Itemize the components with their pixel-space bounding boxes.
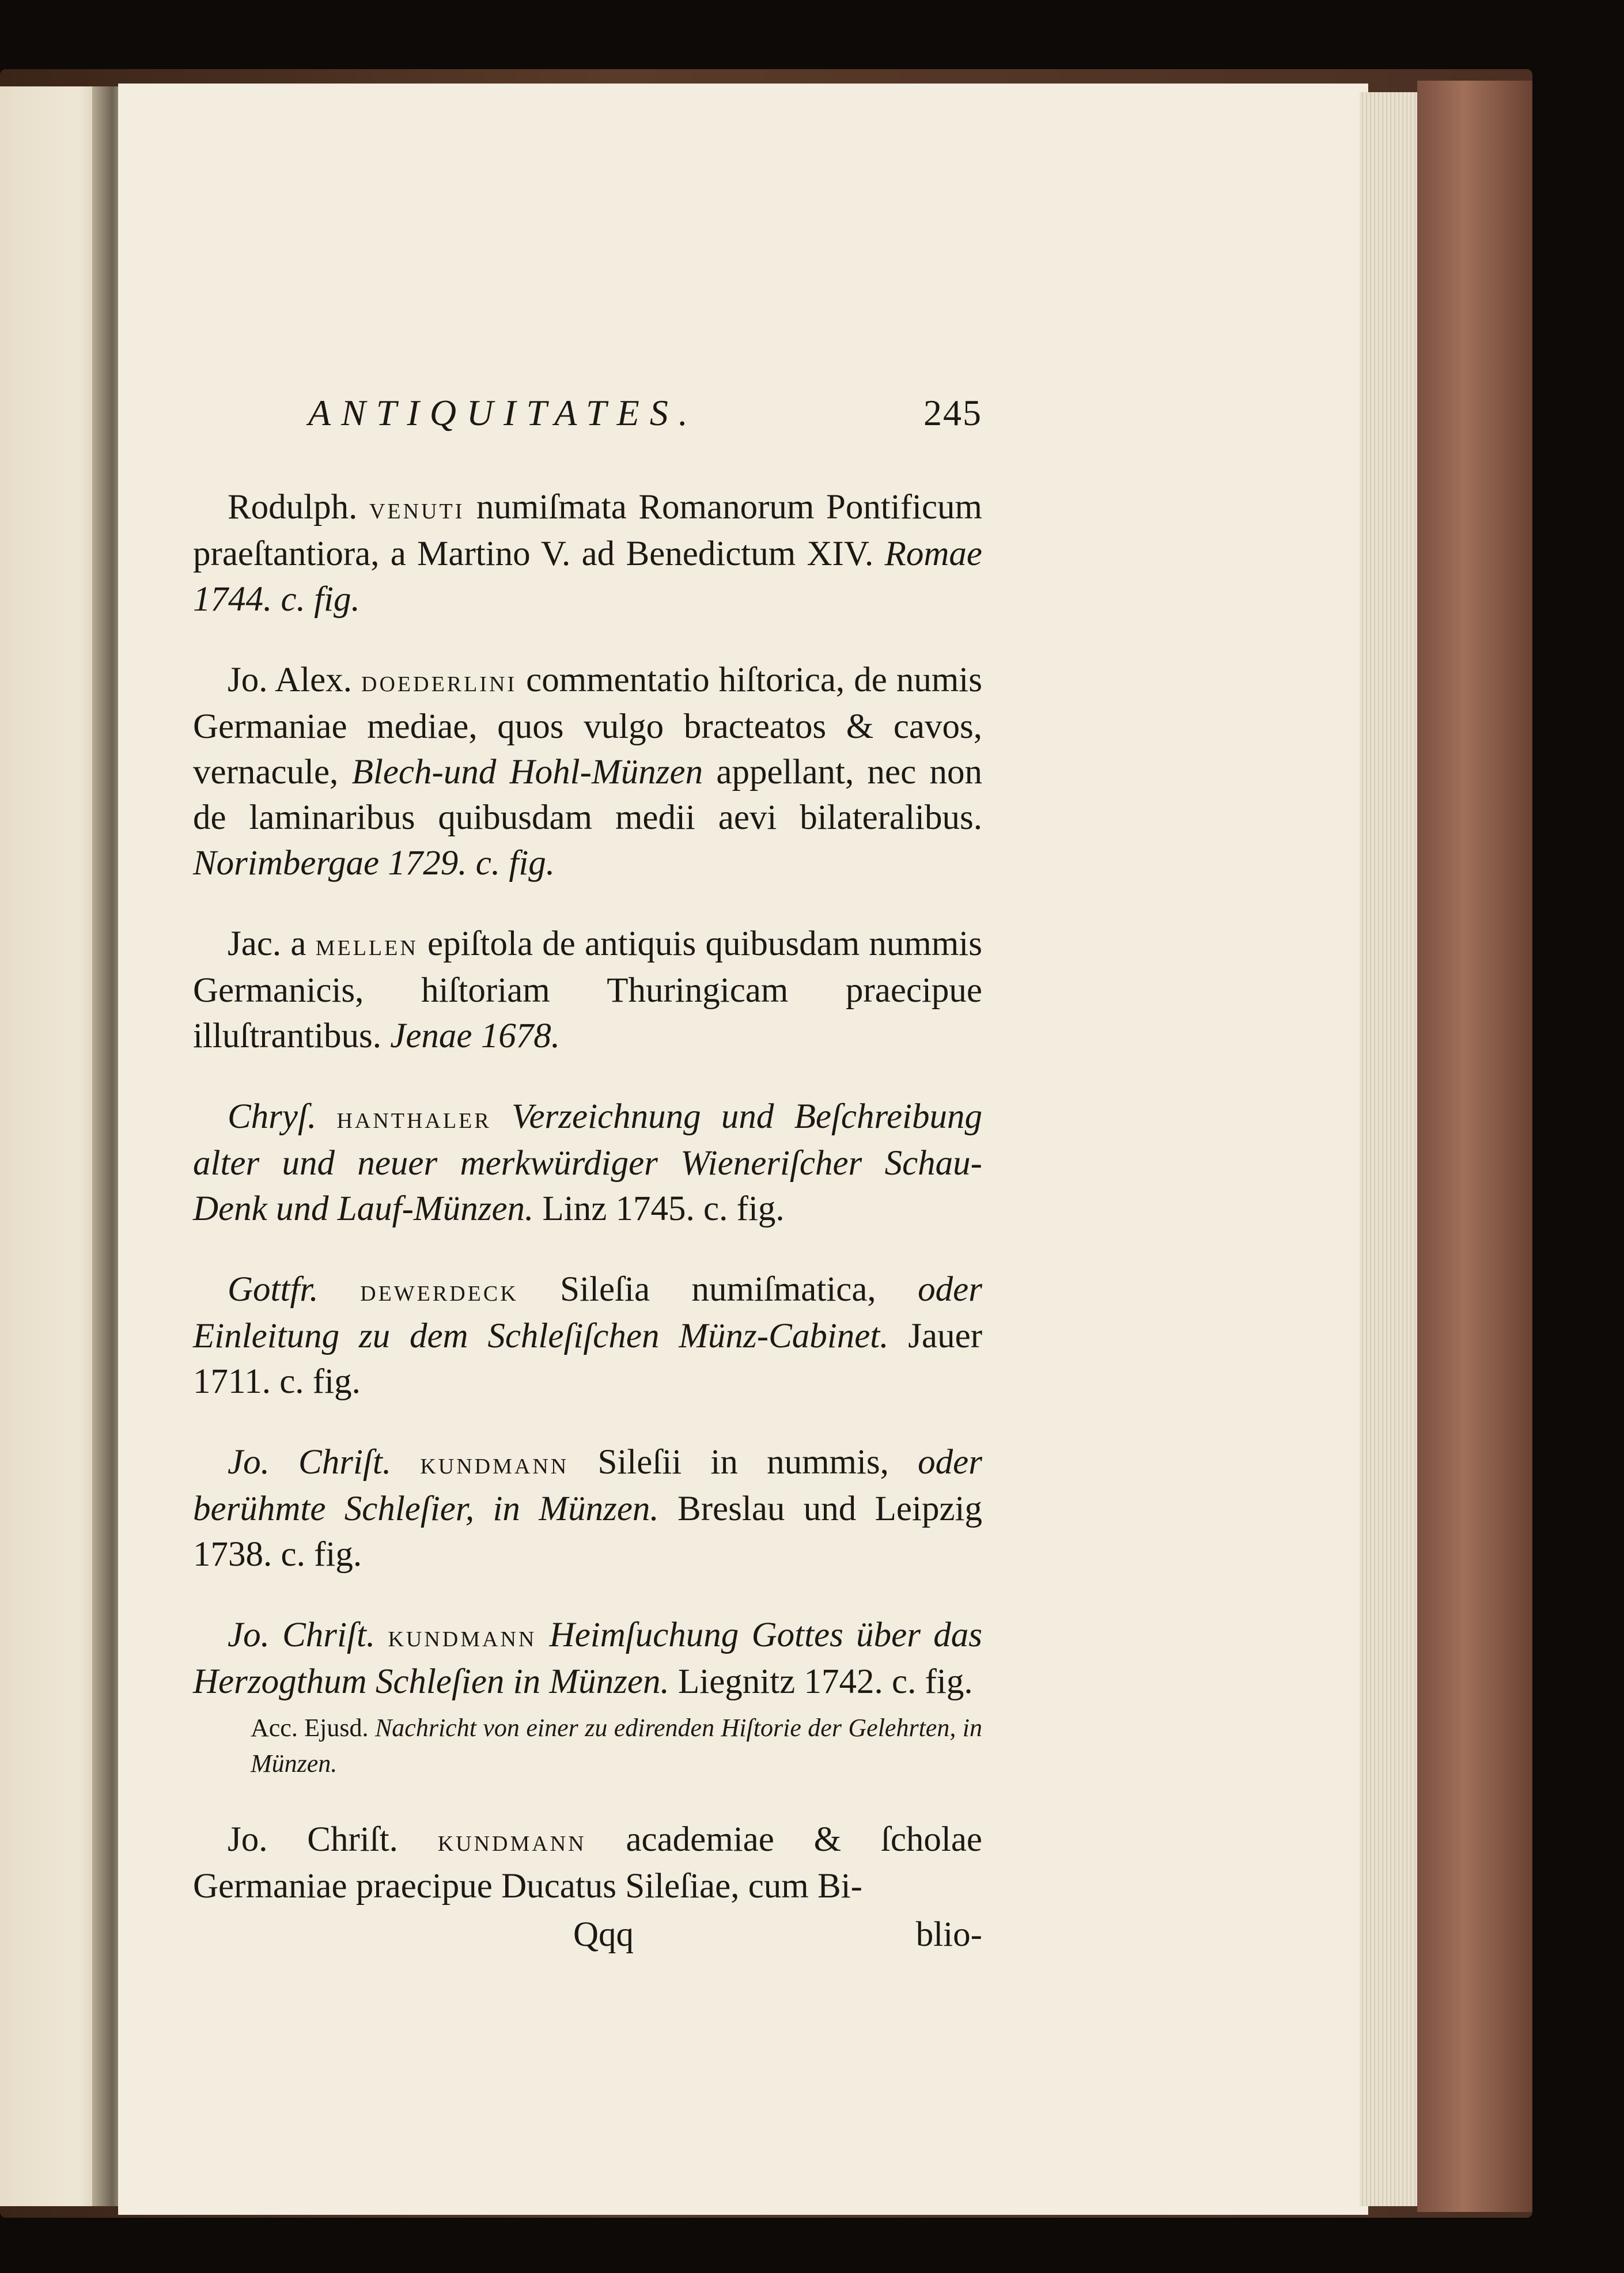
- author-name: kundmann: [420, 1446, 569, 1480]
- author-name: venuti: [369, 491, 465, 525]
- running-header: [193, 392, 982, 449]
- entry-hanthaler: Chryſ. hanthaler Verzeichnung und Beſchreibung alter und neuer merkwürdiger Wieneriſcher Schau-Denk und Lauf-Münzen. Linz 1745. c. fig.: [193, 1097, 982, 1228]
- page-footer: [193, 1915, 982, 1961]
- entry-doederlini: Jo. Alex. doederlini commentatio hiſtorica, de numis Germaniae mediae, quos vulgo bracteatos & cavos, vernacule, Blech-und Hohl-Münzen appellant, nec non de laminaribus quibusdam medii aevi bilateralibus. Norimbergae 1729. c. fig.: [193, 661, 983, 882]
- author-name: doederlini: [361, 664, 517, 698]
- author-name: mellen: [315, 927, 418, 962]
- signature-mark: Qqq: [573, 1915, 634, 1954]
- entry-kundmann-silesii: Jo. Chriſt. kundmann Sileſii in nummis, oder berühmte Schleſier, in Münzen. Breslau und Leipzig 1738. c. fig.: [193, 1443, 982, 1574]
- entry-dewerdeck: Gottfr. dewerdeck Sileſia numiſmatica, oder Einleitung zu dem Schleſiſchen Münz-Cabinet. Jauer 1711. c. fig.: [193, 1270, 983, 1401]
- entry-kundmann-heimsuchung: Jo. Chriſt. kundmann Heimſuchung Gottes über das Herzogthum Schleſien in Münzen. Liegnitz 1742. c. fig.: [193, 1616, 983, 1701]
- page-number: 245: [923, 392, 982, 433]
- author-name: hanthaler: [336, 1100, 491, 1135]
- page-edges: [1360, 92, 1417, 2206]
- page-text: [193, 392, 982, 1961]
- catchword: blio-: [915, 1915, 982, 1954]
- author-name: kundmann: [437, 1823, 586, 1858]
- author-name: kundmann: [388, 1619, 537, 1653]
- entry-kundmann-academiae: Jo. Chriſt. kundmann academiae & ſcholae Germaniae praecipue Ducatus Sileſiae, cum Bi-: [193, 1820, 982, 1905]
- entry-venuti: Rodulph. venuti numiſmata Romanorum Pontificum praeſtantiora, a Martino V. ad Benedictum XIV. Romae 1744. c. fig.: [193, 488, 982, 619]
- accompanying-note: Acc. Ejusd. Nachricht von einer zu edirenden Hiſtorie der Gelehrten, in Münzen.: [251, 1714, 982, 1778]
- author-name: dewerdeck: [360, 1273, 518, 1308]
- cover-edge: [1417, 81, 1532, 2212]
- running-title: ANTIQUITATES.: [308, 392, 698, 433]
- entry-mellen: Jac. a mellen epiſtola de antiquis quibusdam nummis Germanicis, hiſtoriam Thuringicam praecipue illuſtrantibus. Jenae 1678.: [193, 925, 982, 1055]
